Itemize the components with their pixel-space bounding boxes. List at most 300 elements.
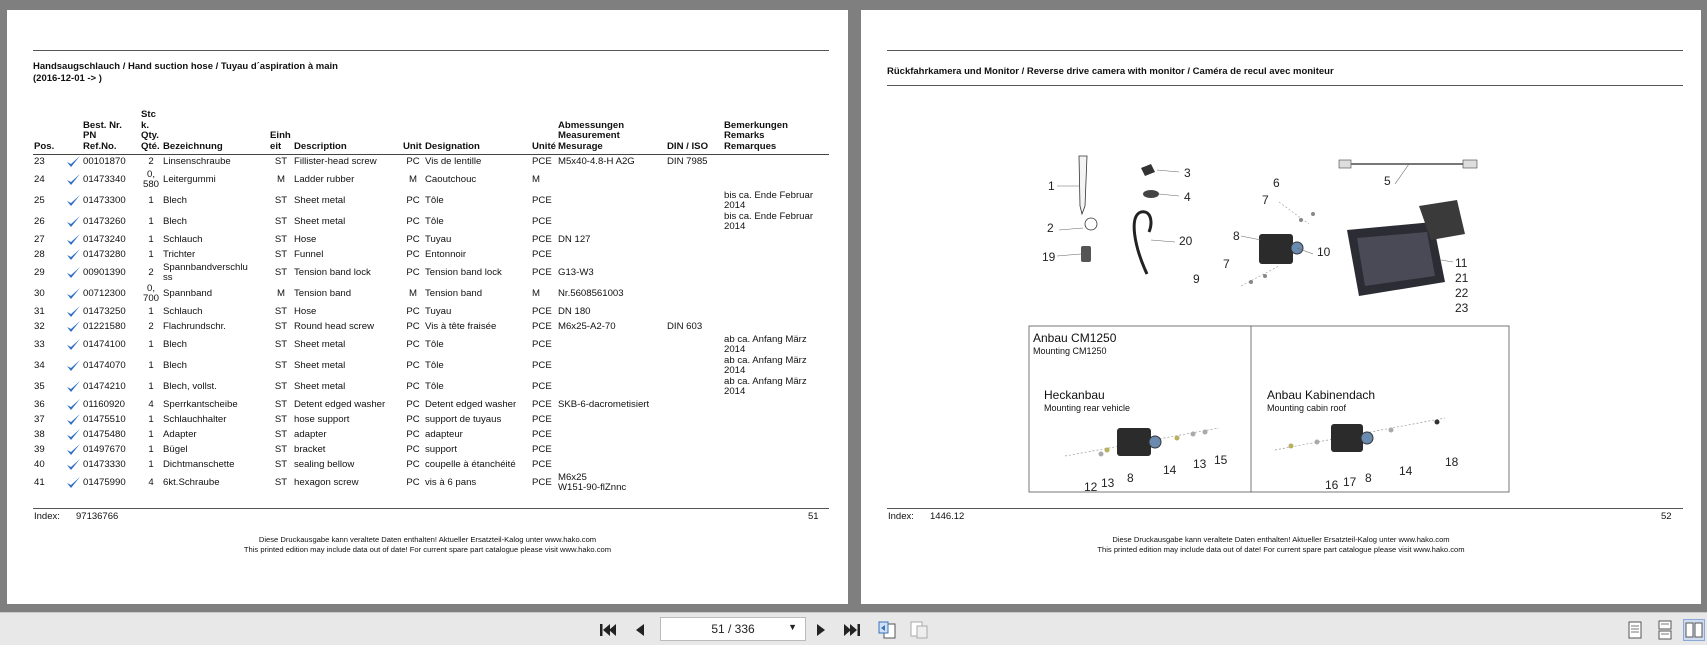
- checkmark-icon: [65, 248, 82, 263]
- callout-1: 1: [1048, 179, 1055, 193]
- cell-description: Tension band lock: [294, 266, 371, 278]
- cell-measurement: [557, 377, 666, 398]
- cell-unite: PCE: [532, 320, 552, 332]
- cell-remarks: ab ca. Anfang März 2014: [723, 354, 807, 376]
- section-title: [33, 61, 338, 85]
- cell-designation: support: [425, 443, 457, 455]
- table-row: [33, 233, 829, 248]
- table-row: [33, 263, 829, 284]
- cell-designation: Entonnoir: [425, 248, 467, 260]
- checkmark-icon: [65, 263, 82, 284]
- cell-unit: PC: [406, 476, 420, 488]
- cell-remarks: [723, 398, 829, 413]
- col-designation: Designation: [424, 110, 531, 155]
- parts-table-header: [33, 110, 829, 155]
- cell-bezeichnung: Blech: [163, 338, 187, 350]
- cell-remarks: [723, 248, 829, 263]
- cell-description: hose support: [294, 413, 350, 425]
- cell-quantity: 1: [148, 380, 154, 392]
- roof-mount-title: Anbau Kabinendach: [1267, 388, 1376, 402]
- cell-quantity: 2: [148, 156, 154, 167]
- footer-line2: This printed edition may include data out of date! For current spare part catalogue please visit www.hako.com: [1097, 545, 1465, 554]
- cell-pos: 29: [34, 266, 45, 278]
- cell-measurement: M6x25 W151-90-flZnnc: [557, 471, 627, 493]
- col-part-number: Best. Nr. PN Ref.No.: [82, 110, 140, 155]
- cell-bezeichnung: Blech: [163, 359, 187, 371]
- checkmark-icon: [65, 212, 82, 233]
- cell-measurement: [557, 191, 666, 212]
- cell-unit: PC: [406, 338, 420, 350]
- callout-21: 21: [1455, 271, 1469, 285]
- callout-6: 6: [1273, 176, 1280, 190]
- cell-einheit: ST: [274, 215, 288, 227]
- footer-rule: [887, 508, 1683, 509]
- cell-quantity: 1: [148, 215, 154, 227]
- cell-pos: 38: [34, 428, 45, 440]
- cell-din-iso: [666, 170, 723, 191]
- callout-3: 3: [1184, 166, 1191, 180]
- col-din-iso: DIN / ISO: [666, 110, 723, 155]
- back-view-icon: [877, 620, 897, 640]
- cell-pos: 30: [34, 287, 45, 299]
- continuous-view-icon: [1657, 620, 1673, 640]
- cell-bezeichnung: Bügel: [163, 443, 188, 455]
- part-1-drawing: [1057, 156, 1087, 214]
- cell-quantity: 1: [148, 428, 154, 440]
- cell-pos: 39: [34, 443, 45, 455]
- back-view-button[interactable]: [876, 619, 898, 641]
- cell-part-number: 01475510: [83, 413, 126, 425]
- table-row: [33, 320, 829, 335]
- col-unite: Unité: [531, 110, 557, 155]
- col-check: [65, 110, 82, 155]
- continuous-view-button[interactable]: [1654, 619, 1676, 641]
- callout-13-right: 13: [1193, 457, 1207, 471]
- page-number: 51: [808, 511, 819, 522]
- checkmark-icon: [65, 320, 82, 335]
- callout-7-upper: 7: [1262, 193, 1269, 207]
- callout-18: 18: [1445, 455, 1459, 469]
- cell-description: sealing bellow: [294, 458, 355, 470]
- cell-quantity: 2: [148, 320, 154, 332]
- header-rule: [33, 50, 829, 51]
- cell-din-iso: [666, 458, 723, 473]
- table-row: [33, 398, 829, 413]
- checkmark-icon: [65, 443, 82, 458]
- cell-unite: M: [532, 287, 540, 299]
- header-rule: [887, 50, 1683, 51]
- callout-8-left: 8: [1127, 471, 1134, 485]
- table-row: [33, 191, 829, 212]
- first-page-button[interactable]: [597, 619, 619, 641]
- catalog-page-left: [7, 10, 848, 604]
- cell-measurement: [557, 458, 666, 473]
- cell-part-number: 01474070: [83, 359, 126, 371]
- cell-measurement: [557, 443, 666, 458]
- cell-pos: 33: [34, 338, 45, 350]
- page-number-selector[interactable]: [660, 617, 806, 641]
- next-page-icon: [814, 622, 828, 638]
- cell-bezeichnung: Blech, vollst.: [163, 380, 217, 392]
- table-row: [33, 212, 829, 233]
- cell-description: Sheet metal: [294, 338, 346, 350]
- cell-measurement: [557, 170, 666, 191]
- cell-remarks: [723, 428, 829, 443]
- cell-quantity: 1: [148, 233, 154, 245]
- single-page-view-icon: [1627, 620, 1643, 640]
- cell-din-iso: [666, 356, 723, 377]
- cell-quantity: 4: [148, 476, 154, 488]
- cell-designation: Tuyau: [425, 233, 452, 245]
- col-description: Description: [293, 110, 402, 155]
- cell-bezeichnung: Blech: [163, 194, 187, 206]
- cell-einheit: ST: [274, 248, 288, 260]
- table-row: [33, 170, 829, 191]
- cell-pos: 28: [34, 248, 45, 260]
- cell-designation: vis à 6 pans: [425, 476, 477, 488]
- checkmark-icon: [65, 428, 82, 443]
- section-title: Rückfahrkamera und Monitor / Reverse drive camera with monitor / Caméra de recul avec moniteur: [887, 66, 1334, 77]
- cell-measurement: DN 127: [557, 233, 591, 245]
- checkmark-icon: [65, 284, 82, 305]
- callout-20: 20: [1179, 234, 1193, 248]
- table-row: [33, 377, 829, 398]
- cell-pos: 26: [34, 215, 45, 227]
- cell-din-iso: [666, 428, 723, 443]
- title-rule: [887, 85, 1683, 86]
- cell-bezeichnung: Spannbandverschlu ss: [163, 261, 248, 283]
- section-title-line1: Handsaugschlauch / Hand suction hose / Tuyau d´aspiration à main: [33, 61, 338, 72]
- cell-measurement: [557, 356, 666, 377]
- table-row: [33, 248, 829, 263]
- cell-quantity: 4: [148, 398, 154, 410]
- cell-part-number: 00901390: [83, 266, 126, 278]
- cell-measurement: [557, 428, 666, 443]
- cell-quantity: 0, 580: [142, 168, 159, 190]
- table-row: [33, 428, 829, 443]
- part-20-drawing: [1134, 212, 1175, 274]
- last-page-button[interactable]: [841, 619, 863, 641]
- cell-measurement: M6x25-A2-70: [557, 320, 616, 332]
- cell-designation: Tôle: [425, 380, 444, 392]
- cell-description: Tension band: [294, 287, 352, 299]
- cell-description: Detent edged washer: [294, 398, 386, 410]
- index-label: Index:: [34, 511, 60, 522]
- table-row: [33, 335, 829, 356]
- cell-part-number: 01473330: [83, 458, 126, 470]
- cell-bezeichnung: Leitergummi: [163, 173, 216, 185]
- cell-unite: PCE: [532, 215, 552, 227]
- callout-8-right: 8: [1365, 471, 1372, 485]
- cell-unite: M: [532, 173, 540, 185]
- cell-part-number: 01221580: [83, 320, 126, 332]
- next-page-button[interactable]: [810, 619, 832, 641]
- part-5-cable-drawing: [1339, 160, 1477, 184]
- cell-din-iso: DIN 603: [666, 320, 703, 332]
- cell-description: bracket: [294, 443, 326, 455]
- table-row: [33, 155, 829, 170]
- cell-unite: PCE: [532, 156, 552, 167]
- cell-description: Sheet metal: [294, 215, 346, 227]
- callout-9: 9: [1193, 272, 1200, 286]
- cell-bezeichnung: Spannband: [163, 287, 213, 299]
- checkmark-icon: [65, 191, 82, 212]
- cell-unit: PC: [406, 359, 420, 371]
- cell-unit: M: [409, 173, 417, 185]
- cell-pos: 40: [34, 458, 45, 470]
- callout-23: 23: [1455, 301, 1469, 315]
- cell-bezeichnung: 6kt.Schraube: [163, 476, 220, 488]
- callout-10: 10: [1317, 245, 1331, 259]
- cell-description: Funnel: [294, 248, 324, 260]
- forward-view-button[interactable]: [908, 619, 930, 641]
- col-remarks: Bemerkungen Remarks Remarques: [723, 110, 829, 155]
- cell-einheit: M: [277, 287, 285, 299]
- cell-unit: PC: [406, 233, 420, 245]
- mounting-box-title: Anbau CM1250: [1033, 331, 1117, 345]
- checkmark-icon: [65, 305, 82, 320]
- part-19-drawing: [1057, 246, 1091, 262]
- cell-pos: 37: [34, 413, 45, 425]
- checkmark-icon: [65, 473, 82, 494]
- callout-8: 8: [1233, 229, 1240, 243]
- cell-description: Sheet metal: [294, 380, 346, 392]
- cell-einheit: ST: [274, 194, 288, 206]
- cell-part-number: 01474210: [83, 380, 126, 392]
- cell-einheit: ST: [274, 156, 288, 167]
- col-einheit: Einh eit: [269, 110, 293, 155]
- cell-unit: M: [409, 287, 417, 299]
- cell-remarks: [723, 305, 829, 320]
- col-measurement: Abmessungen Measurement Mesurage: [557, 110, 666, 155]
- cell-din-iso: [666, 443, 723, 458]
- cell-din-iso: [666, 335, 723, 356]
- checkmark-icon: [65, 413, 82, 428]
- cell-part-number: 01473260: [83, 215, 126, 227]
- cell-unit: PC: [406, 320, 420, 332]
- cell-bezeichnung: Schlauch: [163, 305, 203, 317]
- cell-unite: PCE: [532, 248, 552, 260]
- footer-line1: Diese Druckausgabe kann veraltete Daten enthalten! Aktueller Ersatzteil-Kalog unter www.hako.com: [258, 535, 597, 544]
- cell-description: Hose: [294, 233, 317, 245]
- cell-unite: PCE: [532, 380, 552, 392]
- cell-remarks: [723, 233, 829, 248]
- cell-bezeichnung: Linsenschraube: [163, 156, 231, 167]
- cell-din-iso: [666, 413, 723, 428]
- cell-einheit: M: [277, 173, 285, 185]
- index-value: 97136766: [76, 511, 119, 522]
- cell-unit: PC: [406, 248, 420, 260]
- section-title-line2: (2016-12-01 -> ): [33, 73, 102, 84]
- cell-din-iso: [666, 284, 723, 305]
- two-page-view-button[interactable]: [1683, 619, 1705, 641]
- cell-part-number: 01473300: [83, 194, 126, 206]
- cell-measurement: SKB-6-dacrometisiert: [557, 398, 650, 410]
- cell-part-number: 01475480: [83, 428, 126, 440]
- previous-page-button[interactable]: [629, 619, 651, 641]
- part-8-camera-drawing: [1241, 202, 1315, 286]
- table-row: [33, 305, 829, 320]
- cell-einheit: ST: [274, 320, 288, 332]
- cell-einheit: ST: [274, 338, 288, 350]
- cell-remarks: [723, 170, 829, 191]
- cell-din-iso: [666, 305, 723, 320]
- cell-remarks: ab ca. Anfang März 2014: [723, 333, 807, 355]
- cell-designation: Tension band: [425, 287, 483, 299]
- col-unit: Unit: [402, 110, 424, 155]
- cell-remarks: [723, 473, 829, 494]
- page-number: 52: [1661, 511, 1672, 522]
- cell-quantity: 1: [148, 305, 154, 317]
- checkmark-icon: [65, 377, 82, 398]
- cell-part-number: 01160920: [83, 398, 125, 410]
- two-page-view-icon: [1685, 621, 1703, 639]
- roof-mount-subtitle: Mounting cabin roof: [1267, 403, 1347, 413]
- cell-unit: PC: [406, 194, 420, 206]
- cell-pos: 23: [34, 156, 45, 167]
- footer-line2: This printed edition may include data out of date! For current spare part catalogue please visit www.hako.com: [243, 545, 612, 554]
- callout-5: 5: [1384, 174, 1391, 188]
- cell-unite: PCE: [532, 476, 552, 488]
- part-2-drawing: [1059, 218, 1097, 230]
- cell-pos: 36: [34, 398, 45, 410]
- cell-unite: PCE: [532, 458, 552, 470]
- cell-part-number: 01475990: [83, 476, 126, 488]
- cell-quantity: 2: [148, 266, 154, 278]
- cell-part-number: 01473340: [83, 173, 126, 185]
- col-quantity: Stc k. Qty. Qté.: [140, 110, 162, 155]
- col-bezeichnung: Bezeichnung: [162, 110, 269, 155]
- cell-einheit: ST: [274, 443, 288, 455]
- pdf-toolbar: [0, 612, 1707, 645]
- cell-part-number: 01473240: [83, 233, 126, 245]
- callout-12: 12: [1084, 480, 1098, 494]
- cell-description: Hose: [294, 305, 317, 317]
- cell-unite: PCE: [532, 305, 552, 317]
- table-row: [33, 443, 829, 458]
- cell-unit: PC: [406, 266, 420, 278]
- cell-pos: 34: [34, 359, 45, 371]
- callout-22: 22: [1455, 286, 1469, 300]
- table-row: [33, 458, 829, 473]
- cell-description: Round head screw: [294, 320, 374, 332]
- cell-remarks: bis ca. Ende Februar 2014: [723, 189, 814, 211]
- cell-einheit: ST: [274, 428, 288, 440]
- index-label: Index:: [888, 511, 914, 522]
- callout-11: 11: [1455, 256, 1468, 270]
- exploded-view-drawing: [979, 106, 1585, 538]
- checkmark-icon: [65, 170, 82, 191]
- cell-remarks: [723, 320, 829, 335]
- cell-part-number: 00101870: [83, 156, 126, 167]
- cell-unit: PC: [406, 428, 420, 440]
- cell-part-number: 01474100: [83, 338, 126, 350]
- cell-remarks: [723, 284, 829, 305]
- cell-pos: 32: [34, 320, 45, 332]
- cell-quantity: 1: [148, 338, 154, 350]
- checkmark-icon: [65, 398, 82, 413]
- page-indicator: 51 / 336: [711, 622, 755, 636]
- callout-4: 4: [1184, 190, 1191, 204]
- callout-14-right: 14: [1399, 464, 1413, 478]
- cell-measurement: Nr.5608561003: [557, 287, 624, 299]
- cell-measurement: M5x40-4.8-H A2G: [557, 156, 635, 167]
- cell-pos: 24: [34, 173, 45, 185]
- cell-part-number: 01473280: [83, 248, 126, 260]
- cell-description: Sheet metal: [294, 359, 346, 371]
- cell-quantity: 1: [148, 194, 154, 206]
- cell-quantity: 1: [148, 443, 154, 455]
- cell-unite: PCE: [532, 398, 552, 410]
- parts-table: [33, 110, 829, 494]
- cell-din-iso: [666, 191, 723, 212]
- table-row: [33, 413, 829, 428]
- cell-din-iso: [666, 398, 723, 413]
- cell-unit: PC: [406, 305, 420, 317]
- cell-din-iso: [666, 263, 723, 284]
- cell-einheit: ST: [274, 266, 288, 278]
- cell-einheit: ST: [274, 305, 288, 317]
- cell-description: hexagon screw: [294, 476, 359, 488]
- cell-description: Fillister-head screw: [294, 156, 377, 167]
- cell-designation: Tôle: [425, 359, 444, 371]
- cell-unit: PC: [406, 398, 420, 410]
- cell-remarks: [723, 443, 829, 458]
- cell-unite: PCE: [532, 233, 552, 245]
- cell-description: Ladder rubber: [294, 173, 355, 185]
- cell-unite: PCE: [532, 359, 552, 371]
- cell-designation: adapteur: [425, 428, 463, 440]
- callout-2: 2: [1047, 221, 1054, 235]
- callout-7-lower: 7: [1223, 257, 1230, 271]
- table-row: [33, 473, 829, 494]
- cell-quantity: 1: [148, 458, 154, 470]
- single-page-view-button[interactable]: [1624, 619, 1646, 641]
- cell-designation: coupelle à étanchéité: [425, 458, 516, 470]
- cell-bezeichnung: Adapter: [163, 428, 197, 440]
- cell-pos: 35: [34, 380, 45, 392]
- cell-unit: PC: [406, 215, 420, 227]
- cell-remarks: bis ca. Ende Februar 2014: [723, 210, 814, 232]
- index-value: 1446.12: [930, 511, 965, 522]
- cell-part-number: 01497670: [83, 443, 126, 455]
- cell-remarks: [723, 413, 829, 428]
- footer-disclaimer: [7, 535, 848, 555]
- cell-unit: PC: [406, 413, 420, 425]
- cell-unit: PC: [406, 458, 420, 470]
- cell-unite: PCE: [532, 338, 552, 350]
- cell-remarks: ab ca. Anfang März 2014: [723, 375, 807, 397]
- cell-remarks: [723, 458, 829, 473]
- rear-mount-title: Heckanbau: [1044, 388, 1105, 402]
- rear-mount-subtitle: Mounting rear vehicle: [1044, 403, 1131, 413]
- cell-unite: PCE: [532, 194, 552, 206]
- checkmark-icon: [65, 335, 82, 356]
- checkmark-icon: [65, 155, 82, 170]
- cell-einheit: ST: [274, 380, 288, 392]
- cell-einheit: ST: [274, 233, 288, 245]
- cell-unite: PCE: [532, 443, 552, 455]
- last-page-icon: [843, 622, 861, 638]
- cell-designation: Tuyau: [425, 305, 452, 317]
- part-11-monitor-drawing: [1347, 200, 1465, 296]
- cell-quantity: 1: [148, 359, 154, 371]
- cell-einheit: ST: [274, 476, 288, 488]
- callout-16: 16: [1325, 478, 1339, 492]
- cell-quantity: 0, 700: [142, 282, 159, 304]
- cell-measurement: DN 180: [557, 305, 591, 317]
- catalog-page-right: [861, 10, 1701, 604]
